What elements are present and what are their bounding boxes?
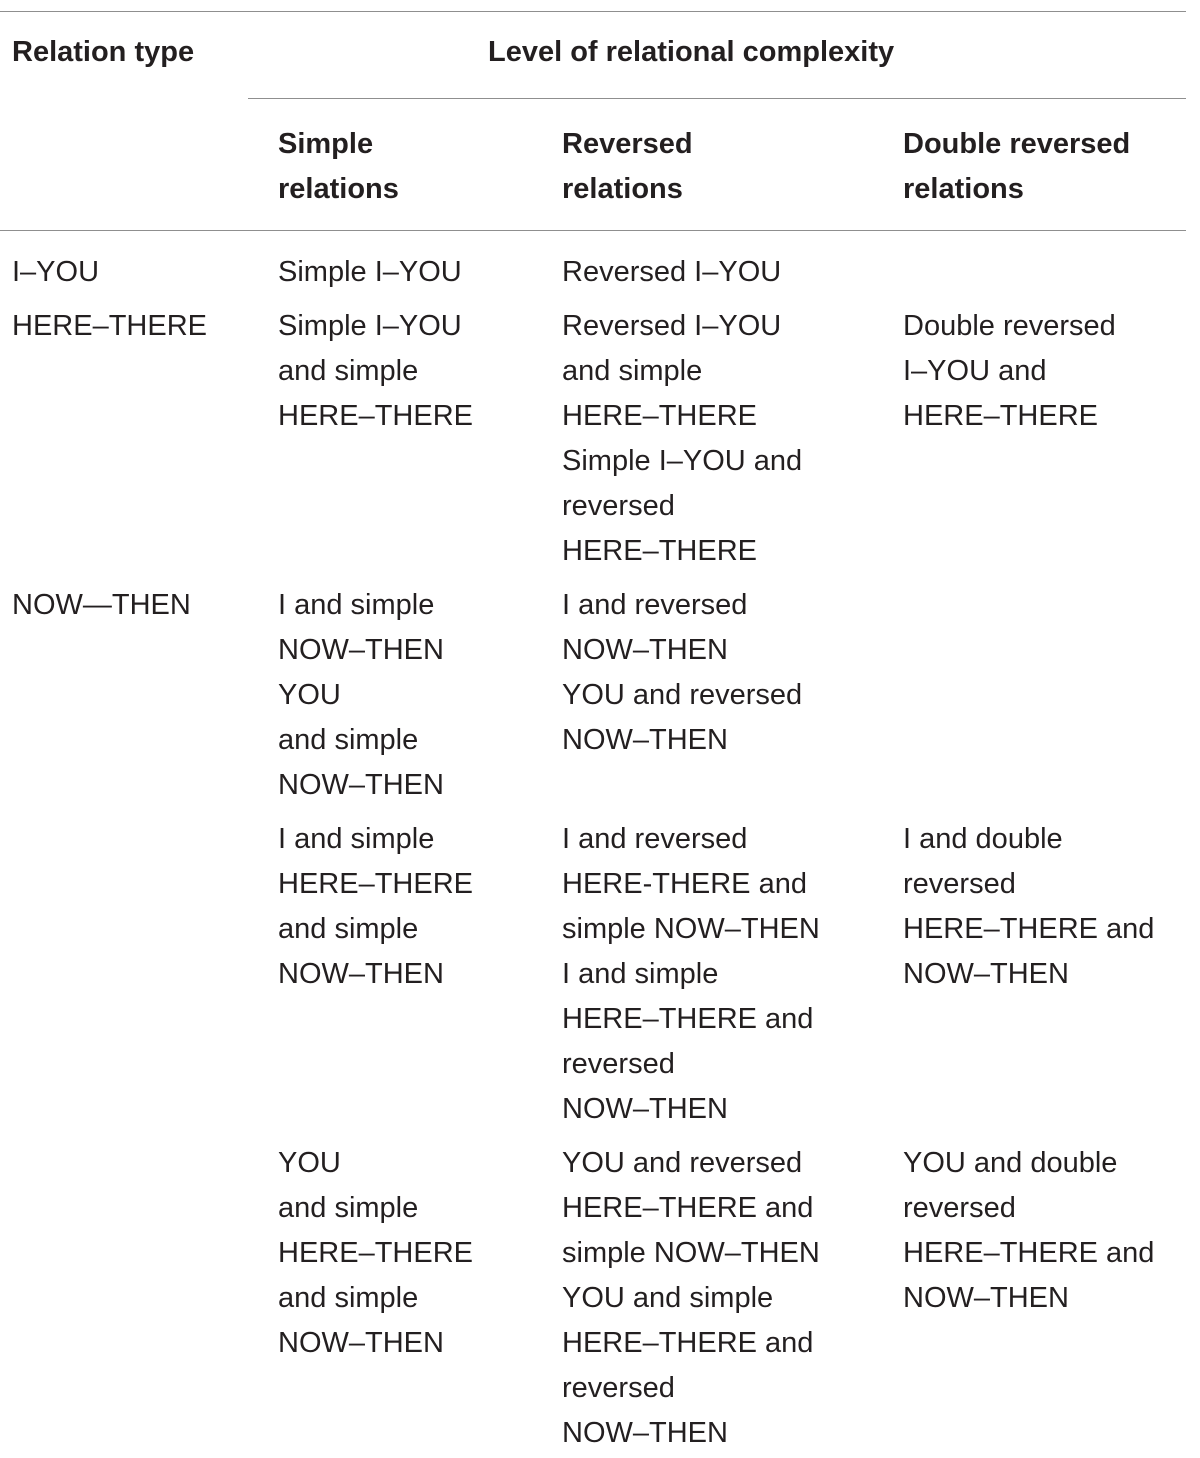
row-1-reversed: Reversed I–YOU: [562, 256, 782, 288]
header-reversed-relations: Reversed relations: [562, 128, 693, 205]
row-4-simple: I and simple HERE–THERE and simple NOW–THEN: [278, 823, 473, 990]
header-bottom-rule: [0, 230, 1186, 231]
row-3-reversed: I and reversed NOW–THEN YOU and reversed NOW–THEN: [562, 589, 803, 756]
header-level-of-complexity: Level of relational complexity: [488, 36, 895, 68]
row-3-simple: I and simple NOW–THEN YOU and simple NOW–THEN: [278, 589, 444, 801]
table-top-rule: [0, 11, 1186, 12]
header-relation-type: Relation type: [12, 36, 195, 68]
row-5-double-reversed: YOU and double reversed HERE–THERE and NOW–THEN: [903, 1147, 1155, 1314]
row-3-relation-type: NOW—THEN: [12, 589, 191, 621]
row-2-double-reversed: Double reversed I–YOU and HERE–THERE: [903, 310, 1116, 432]
row-1-simple: Simple I–YOU: [278, 256, 462, 288]
row-2-simple: Simple I–YOU and simple HERE–THERE: [278, 310, 473, 432]
header-span-rule: [248, 98, 1186, 99]
row-2-reversed: Reversed I–YOU and simple HERE–THERE Simple I–YOU and reversed HERE–THERE: [562, 310, 803, 567]
row-2-relation-type: HERE–THERE: [12, 310, 207, 342]
header-simple-relations: Simple relations: [278, 128, 399, 205]
header-double-reversed-relations: Double reversed relations: [903, 128, 1131, 205]
row-5-simple: YOU and simple HERE–THERE and simple NOW–THEN: [278, 1147, 473, 1359]
row-4-double-reversed: I and double reversed HERE–THERE and NOW–THEN: [903, 823, 1155, 990]
row-1-relation-type: I–YOU: [12, 256, 100, 288]
row-5-reversed: YOU and reversed HERE–THERE and simple NOW–THEN YOU and simple HERE–THERE and reversed NOW–THEN: [562, 1147, 820, 1449]
row-4-reversed: I and reversed HERE-THERE and simple NOW–THEN I and simple HERE–THERE and reversed NOW–THEN: [562, 823, 820, 1125]
